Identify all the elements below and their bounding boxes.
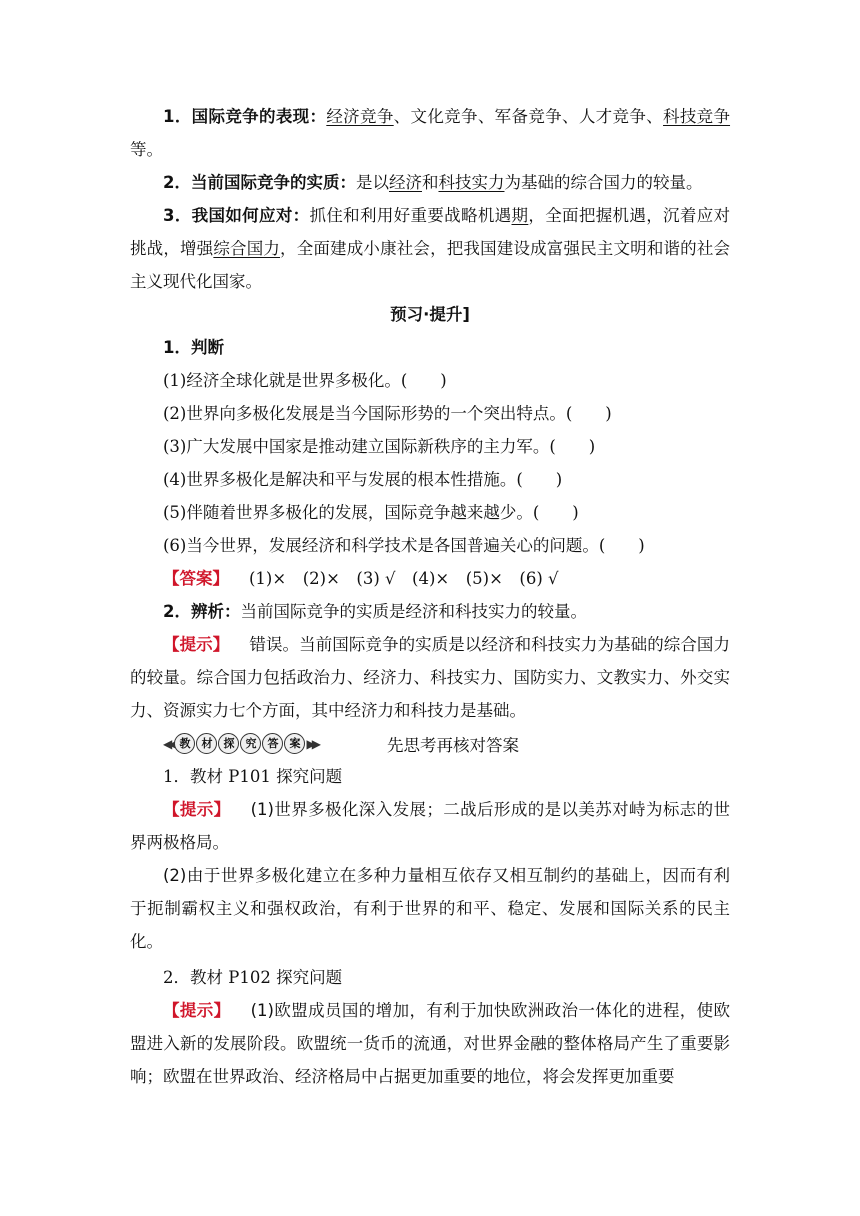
answer-label: 【答案】: [163, 569, 229, 588]
competition-essence-paragraph: [130, 166, 730, 199]
china-response-paragraph: [130, 199, 730, 298]
underlined-answer: 科技实力: [438, 173, 505, 192]
judge-item: (2)世界向多极化发展是当今国际形势的一个突出特点。( ): [163, 404, 612, 423]
left-arrows-icon: ◀◀: [163, 736, 174, 751]
item-label: 3．我国如何应对：: [163, 206, 310, 225]
hint-text: 错误。当前国际竞争的实质是以经济和科技实力为基础的综合国力的较量。综合国力包括政治力、经济力、科技实力、国防实力、文教实力、外交实力、资源实力七个方面，其中经济力和科技力是基础。: [130, 635, 731, 720]
analysis-question: [130, 595, 730, 628]
body-text: 、文化竞争、军备竞争、人才竞争、: [393, 107, 664, 126]
body-text: 为基础的综合国力的较量。: [504, 173, 703, 192]
body-text: 抓住和利用好重要战略机遇: [309, 206, 512, 225]
banner-char: 材: [196, 733, 217, 754]
q1-hint-continued: (2)由于世界多极化建立在多种力量相互依存又相互制约的基础上，因而有利于扼制霸权主义和强权政治，有利于世界的和平、稳定、发展和国际关系的民主化。: [130, 866, 730, 951]
hint-text: (1)欧盟成员国的增加，有利于加快欧洲政治一体化的进程，使欧盟进入新的发展阶段。欧盟统一货币的流通，对世界金融的整体格局产生了重要影响；欧盟在世界政治、经济格局中占据更加重要的地位，将会发挥更加重要: [130, 1001, 731, 1086]
judge-title: 1．判断: [163, 338, 224, 357]
body-text: 等。: [130, 140, 163, 159]
judge-item: (5)伴随着世界多极化的发展，国际竞争越来越少。( ): [163, 503, 579, 522]
judge-item: (1)经济全球化就是世界多极化。( ): [163, 371, 447, 390]
q1-hint: [130, 793, 730, 859]
banner-char: 答: [262, 733, 283, 754]
document-page: [130, 100, 730, 1093]
judge-item: (4)世界多极化是解决和平与发展的根本性措施。( ): [163, 470, 563, 489]
competition-forms-paragraph: [130, 100, 730, 166]
section-title: 先思考再核对答案: [386, 735, 519, 755]
body-text: 是以: [355, 173, 389, 192]
answer-line: [130, 562, 730, 595]
hint-label: 【提示】: [163, 800, 231, 819]
analysis-hint: [130, 628, 730, 727]
textbook-answer-banner: [163, 733, 317, 754]
underlined-answer: 科技竞: [663, 107, 714, 126]
body-text: ，全面把握机遇，沉着应对挑战，增强: [130, 206, 731, 258]
question-title: 2．教材 P102 探究问题: [163, 968, 343, 987]
underlined-answer: 经济竞争: [326, 107, 394, 126]
banner-char: 教: [174, 733, 195, 754]
item-label: 1．国际竞争的表现：: [163, 107, 327, 126]
question-title: 1．教材 P101 探究问题: [163, 767, 343, 786]
underlined-answer: 综合国力: [213, 239, 281, 258]
hint-label: 【提示】: [163, 635, 230, 654]
judge-item: (3)广大发展中国家是推动建立国际新秩序的主力军。( ): [163, 437, 596, 456]
section-header: [163, 727, 730, 760]
q2-hint: [130, 994, 730, 1093]
judge-item: (6)当今世界，发展经济和科学技术是各国普遍关心的问题。( ): [163, 536, 645, 555]
item-label: 2．当前国际竞争的实质：: [163, 173, 356, 192]
answer-text: (1)× (2)× (3) √ (4)× (5)× (6) √: [249, 569, 559, 588]
banner-char: 究: [240, 733, 261, 754]
preview-heading: 预习·提升]: [390, 305, 470, 324]
body-text: ，全面建成小康社会，把我国建设成富强民主文明和谐的社会主义现代化国家。: [130, 239, 731, 291]
hint-text: (1)世界多极化深入发展；二战后形成的是以美苏对峙为标志的世界两极格局。: [130, 800, 731, 852]
banner-char: 案: [284, 733, 305, 754]
analysis-title: 2．辨析：: [163, 602, 241, 621]
right-arrows-icon: ▶▶: [306, 736, 317, 751]
underlined-answer: 争: [713, 107, 731, 126]
underlined-answer: 经济: [388, 173, 422, 192]
underlined-answer: 期: [511, 206, 529, 225]
banner-char: 探: [218, 733, 239, 754]
body-text: 和: [421, 173, 439, 192]
analysis-text: 当前国际竞争的实质是经济和科技实力的较量。: [240, 602, 587, 621]
hint-label: 【提示】: [163, 1001, 231, 1020]
